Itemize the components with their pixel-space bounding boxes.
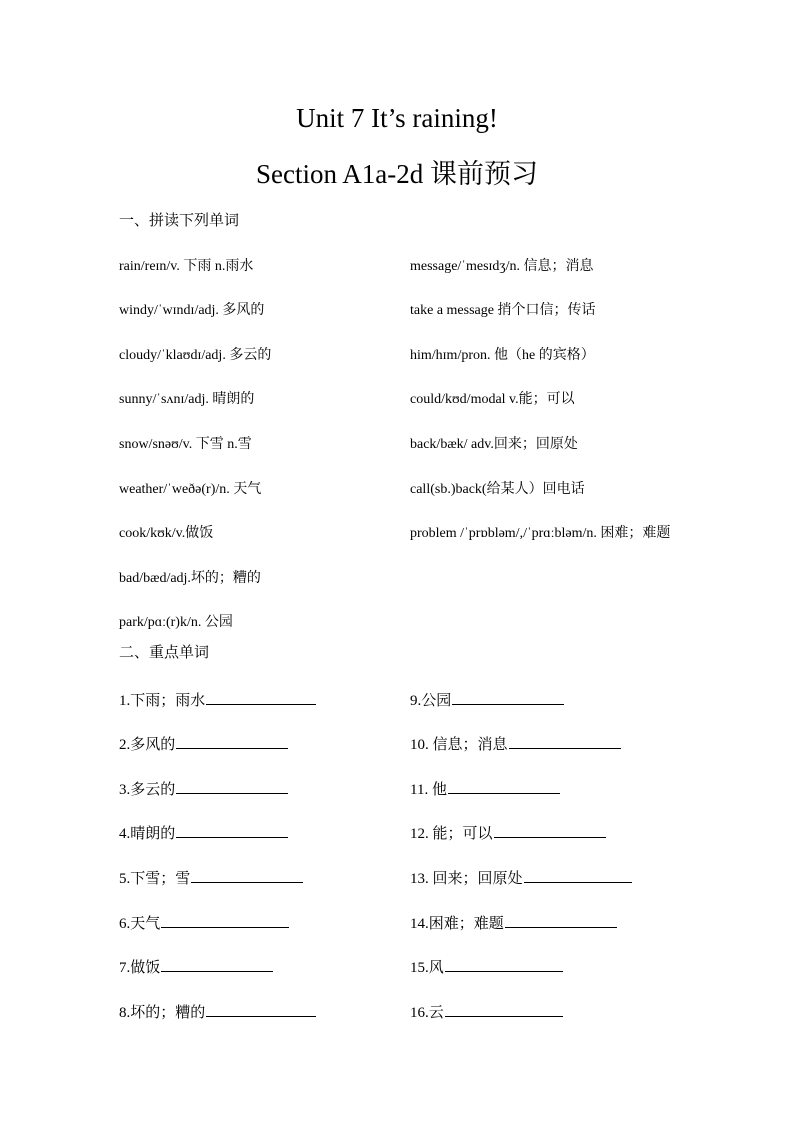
exercise-prompt: 12. 能；可以 [410,826,493,842]
exercise-item [410,1001,563,1023]
exercise-prompt: 6.天气 [119,916,161,932]
exercise-prompt: 16.云 [410,1005,444,1021]
exercise-item [119,822,288,844]
exercise-item [119,912,289,934]
exercise-item [410,733,621,755]
vocab-item: weather/ˈweðə(r)/n. 天气 [119,482,262,497]
exercise-prompt: 14.困难；难题 [410,916,504,932]
vocab-item: call(sb.)back(给某人）回电话 [410,482,585,497]
exercise-prompt: 13. 回来；回原处 [410,871,523,887]
exercise-item [410,689,564,711]
vocab-item: cook/kʊk/v.做饭 [119,526,214,541]
exercise-item [119,956,273,978]
exercise-item [119,733,288,755]
section-heading-key-words: 二、重点单词 [119,645,210,661]
vocab-item: problem /ˈprɒbləm/,/ˈprɑːbləm/n. 困难；难题 [410,526,671,541]
section-heading-vocabulary: 一、拼读下列单词 [119,213,240,229]
vocab-item: could/kʊd/modal v.能；可以 [410,392,575,407]
exercise-prompt: 15.风 [410,960,444,976]
exercise-prompt: 9.公园 [410,693,452,709]
exercise-prompt: 1.下雨；雨水 [119,693,206,709]
vocab-item: snow/snəʊ/v. 下雪 n.雪 [119,437,252,452]
answer-blank[interactable] [191,867,303,883]
exercise-prompt: 10. 信息；消息 [410,737,508,753]
vocab-item: him/hɪm/pron. 他（he 的宾格） [410,348,595,363]
exercise-prompt: 11. 他 [410,782,447,798]
answer-blank[interactable] [161,912,289,928]
answer-blank[interactable] [206,1001,316,1017]
answer-blank[interactable] [524,867,632,883]
exercise-item [119,1001,316,1023]
vocab-item: windy/ˈwɪndɪ/adj. 多风的 [119,303,265,318]
answer-blank[interactable] [509,733,621,749]
exercise-item [410,778,560,800]
vocab-item: rain/reɪn/v. 下雨 n.雨水 [119,259,254,274]
answer-blank[interactable] [445,956,563,972]
vocab-item: park/pɑː(r)k/n. 公园 [119,615,233,630]
page-title: Unit 7 It’s raining! [296,103,498,133]
answer-blank[interactable] [505,912,617,928]
exercise-prompt: 8.坏的；糟的 [119,1005,206,1021]
answer-blank[interactable] [176,822,288,838]
vocab-item: cloudy/ˈklaʊdɪ/adj. 多云的 [119,348,272,363]
answer-blank[interactable] [448,778,560,794]
answer-blank[interactable] [206,689,316,705]
exercise-item [410,867,632,889]
answer-blank[interactable] [494,822,606,838]
exercise-prompt: 3.多云的 [119,782,176,798]
vocab-item: back/bæk/ adv.回来；回原处 [410,437,578,452]
answer-blank[interactable] [176,733,288,749]
exercise-prompt: 7.做饭 [119,960,161,976]
exercise-prompt: 4.晴朗的 [119,826,176,842]
answer-blank[interactable] [445,1001,563,1017]
exercise-prompt: 5.下雪；雪 [119,871,191,887]
answer-blank[interactable] [161,956,273,972]
exercise-item [119,689,316,711]
vocab-item: take a message 捎个口信；传话 [410,303,596,318]
exercise-item [410,912,617,934]
vocab-item: bad/bæd/adj.坏的；糟的 [119,571,261,586]
exercise-item [119,778,288,800]
answer-blank[interactable] [452,689,564,705]
exercise-item [410,956,563,978]
exercise-item [119,867,303,889]
exercise-item [410,822,606,844]
page-subtitle: Section A1a-2d 课前预习 [256,159,538,189]
answer-blank[interactable] [176,778,288,794]
vocab-item: message/ˈmesɪdʒ/n. 信息；消息 [410,259,594,274]
exercise-prompt: 2.多风的 [119,737,176,753]
vocab-item: sunny/ˈsʌnɪ/adj. 晴朗的 [119,392,255,407]
